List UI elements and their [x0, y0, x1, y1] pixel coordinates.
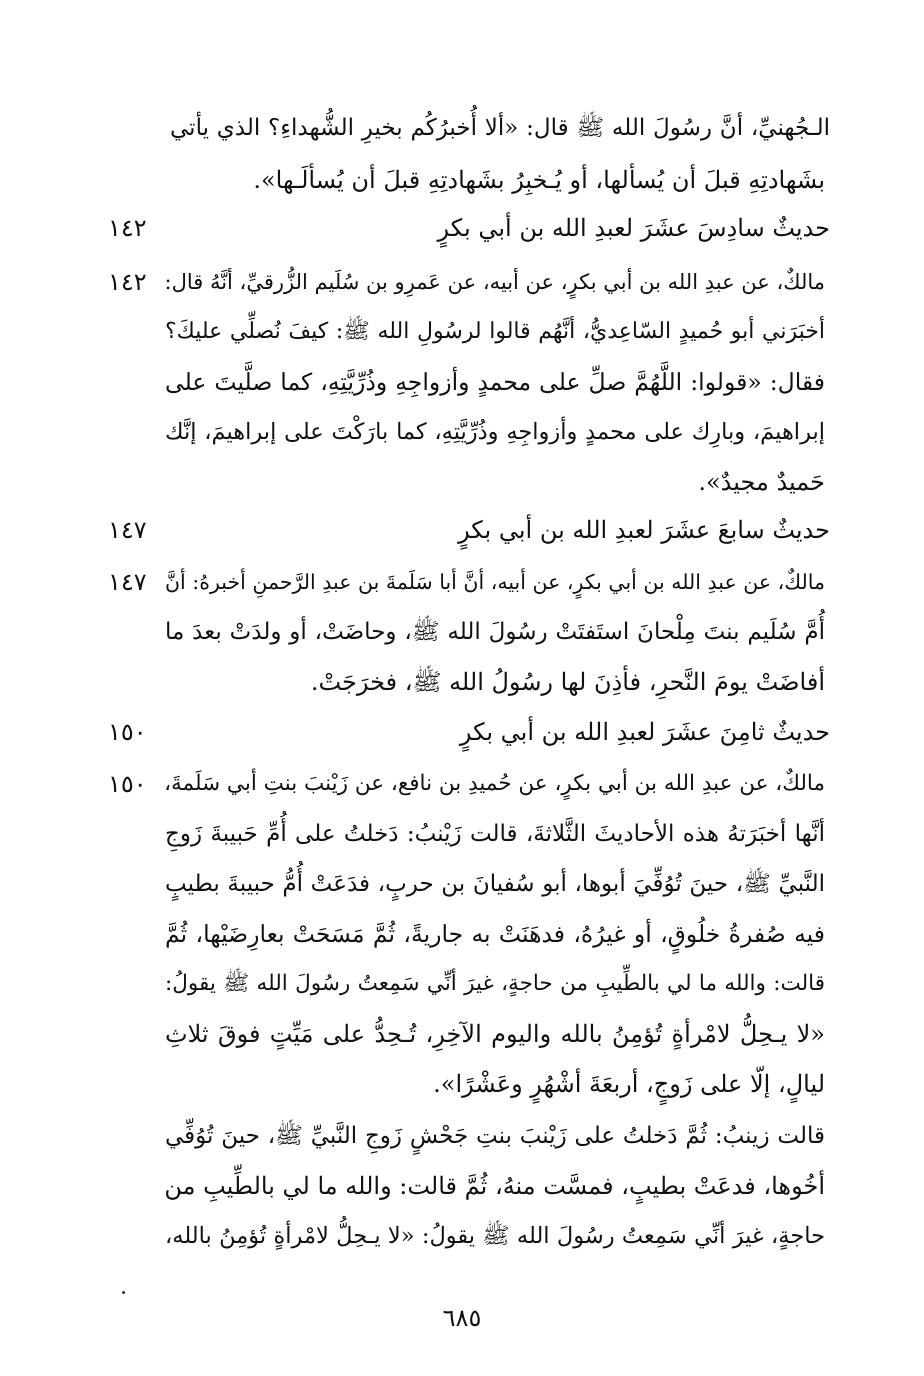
- text-line: مالكٌ، عن عبدِ الله بن أبي بكرٍ، عن أبيه، عن عَمرِو بن سُلَيم الزُّرقيِّ، أنَّهُ قال:: [164, 270, 825, 294]
- text-line: أخُوها، فدعَتْ بطيبٍ، فمسَّت منهُ، ثُمَّ قالت: والله ما لي بالطِّيبِ من: [164, 1172, 825, 1200]
- hadith-heading: حديثٌ سادِسَ عشَرَ لعبدِ الله بن أبي بكرٍ: [437, 214, 830, 242]
- hadith-number: ١٤٢: [108, 214, 147, 242]
- text-line: قالت زينبُ: ثُمَّ دَخلتُ على زَيْنبَ بنتِ جَحْشٍ زَوجِ النَّبيِّ ﷺ، حينَ تُوُفِّي: [165, 1123, 825, 1149]
- text-line: النَّبيِّ ﷺ، حينَ تُوُفِّيَ أبوها، أبو سُفيانَ بن حربٍ، فدَعَتْ أُمُّ حبيبةَ بطيبٍ: [165, 871, 825, 897]
- text-line: بشَهادتِهِ قبلَ أن يُسألها، أو يُـخبِرُ بشَهادتِهِ قبلَ أن يُسألَـها».: [253, 166, 825, 194]
- text-line: ليالٍ، إلّا على زَوجٍ، أربعَةَ أشْهُرٍ وعَشْرًا».: [433, 1070, 825, 1098]
- text-line: حَميدٌ مجيدٌ».: [698, 468, 825, 496]
- hadith-number: ١٥٠: [108, 770, 147, 798]
- text-line: أنَّها أخبَرَتهُ هذه الأحاديثَ الثَّلاثةَ، قالت زَيْنبُ: دَخلتُ على أُمِّ حَبيبةَ زَوجِ: [165, 821, 825, 847]
- hadith-number: ١٥٠: [108, 718, 147, 746]
- ink-speck: [122, 1291, 125, 1294]
- page-number: ٦٨٥: [442, 1304, 482, 1332]
- text-line: مالكٌ، عن عبدِ الله بن أبي بكرٍ، عن أبيه، أنَّ أبا سَلَمةَ بن عبدِ الرَّحمنِ أخبرهُ: أنَّ: [165, 570, 825, 594]
- text-line: «لا يـحِلُّ لامْرأةٍ تُؤمِنُ بالله واليوم الآخِرِ، تُـحِدُّ على مَيِّتٍ فوقَ ثلاثِ: [165, 1020, 825, 1048]
- text-line: الـجُهنيِّ، أنَّ رسُولَ الله ﷺ قال: «ألا أُخبرُكُم بخيرِ الشُّهداءِ؟ الذي يأتي: [170, 115, 830, 141]
- text-line: مالكٌ، عن عبدِ الله بن أبي بكرٍ، عن حُميدِ بن نافع، عن زَيْنبَ بنتِ أبي سَلَمةَ،: [164, 771, 825, 796]
- text-line: أفاضَتْ يومَ النَّحرِ، فأذِنَ لها رسُولُ الله ﷺ، فخرَجَتْ.: [310, 668, 825, 696]
- hadith-number: ١٤٢: [108, 268, 147, 296]
- hadith-number: ١٤٧: [108, 516, 147, 544]
- text-line: حاجةٍ، غيرَ أنِّي سَمِعتُ رسُولَ الله ﷺ يقولُ: «لا يـحِلُّ لامْرأةٍ تُؤمِنُ بالله،: [165, 1223, 825, 1249]
- hadith-heading: حديثٌ سابعَ عشَرَ لعبدِ الله بن أبي بكرٍ: [458, 516, 830, 544]
- text-line: أخبَرَني أبو حُميدٍ السّاعِديُّ، أنَّهُم قالوا لرسُولِ الله ﷺ: كيفَ نُصلِّي عليكَ؟: [165, 319, 825, 344]
- hadith-heading: حديثٌ ثامِنَ عشَرَ لعبدِ الله بن أبي بكرٍ: [459, 718, 830, 746]
- hadith-number: ١٤٧: [108, 568, 147, 596]
- text-line: فيه صُفرةُ خلُوقٍ، أو غيرُهُ، فدهَنَتْ به جاريةً، ثُمَّ مَسَحَتْ بعارِضَيْها، ثُمَّ: [165, 920, 825, 948]
- text-line: أُمَّ سُلَيم بنتَ مِلْحانَ استَفتَتْ رسُولَ الله ﷺ، وحاضَتْ، أو ولدَتْ بعدَ ما: [165, 619, 825, 645]
- text-line: قالت: والله ما لي بالطِّيبِ من حاجةٍ، غيرَ أنِّي سَمِعتُ رسُولَ الله ﷺ يقولُ:: [165, 971, 825, 996]
- text-line: فقال: «قولوا: اللَّهُمَّ صلِّ على محمدٍ وأزواجِهِ وذُرِّيَّتِهِ، كما صلَّيتَ على: [165, 368, 825, 396]
- text-line: إبراهيمَ، وبارِك على محمدٍ وأزواجِهِ وذُرِّيَّتِهِ، كما بارَكْتَ على إبراهيمَ، إنَّك: [165, 419, 825, 445]
